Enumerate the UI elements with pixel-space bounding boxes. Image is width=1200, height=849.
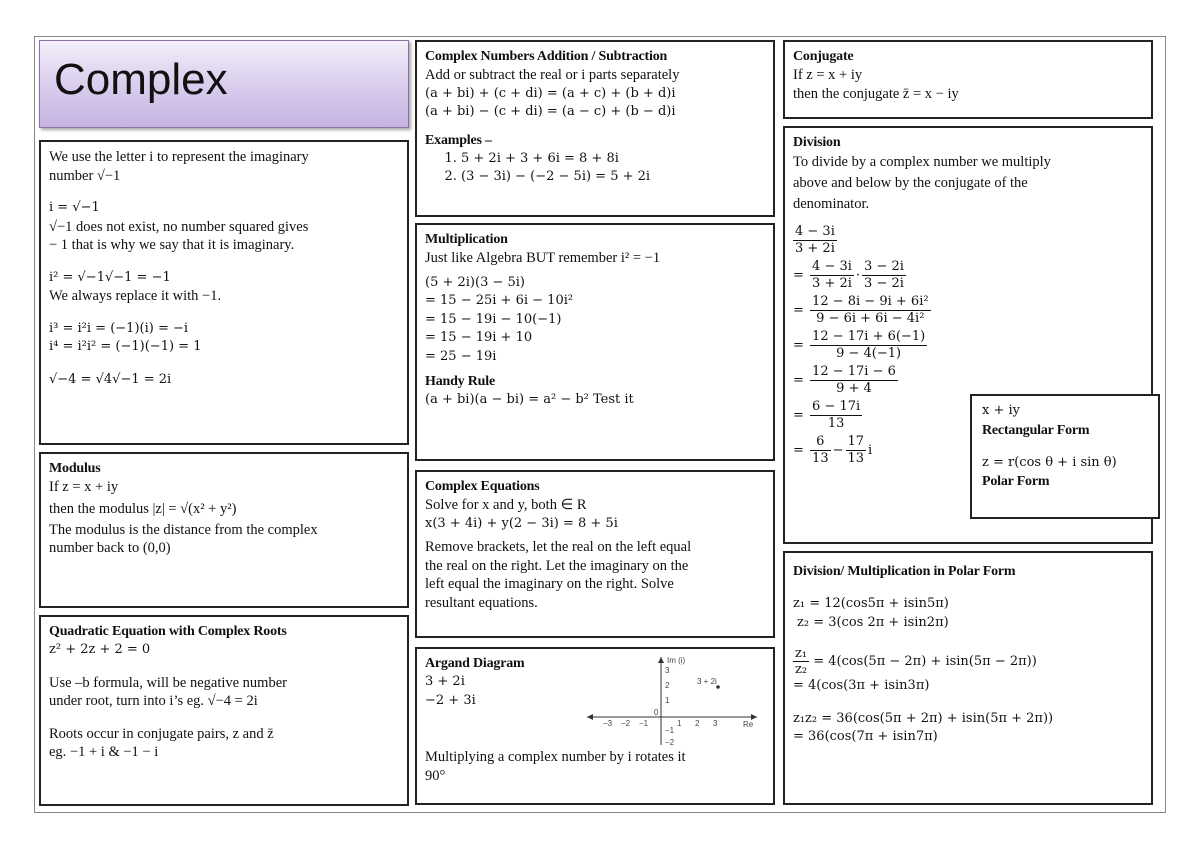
division-step: = $\frac{6 - 17i}{13}$ [793,399,861,431]
modulus-line: then the modulus |z| = √(x² + y²) [49,500,237,517]
multiplication-section [415,223,775,461]
modulus-section [39,452,409,608]
examples-heading: Examples – [425,132,492,148]
roots-line: eg. −1 + i & −1 − i [49,744,159,760]
y-tick: 2 [665,681,670,690]
division-heading: Division [793,135,841,150]
addition-rule: (a + bi) + (c + di) = (a + c) + (b + d)i [425,85,676,101]
division-line: denominator. [793,196,870,212]
argand-heading: Argand Diagram [425,656,525,671]
imaginary-section [39,140,409,445]
equations-explain: the real on the right. Let the imaginary on the [425,557,689,574]
multiplication-step: (5 + 2i)(3 − 5i) [425,274,526,290]
y-tick: 3 [665,666,670,675]
title-banner [39,40,409,128]
rotate-note: 90° [425,767,446,784]
intro-line-1: We use the letter i to represent the imaginary [49,149,309,165]
argand-diagram [577,653,767,748]
division-step: = $\frac{12 - 17i + 6(-1)}{9 - 4(-1)}$ [793,329,926,361]
handy-rule: (a + bi)(a − bi) = a² − b² Test it [425,392,634,407]
quadratic-equation: z² + 2z + 2 = 0 [49,642,151,657]
equations-explain: resultant equations. [425,594,538,611]
addition-line: Add or subtract the real or i parts separately [425,67,680,83]
polar-ops-section [783,551,1153,805]
division-polar-result: = 4(cos(3π + isin3π) [793,678,930,693]
intro-line-2: number √−1 [49,167,121,184]
x-tick: 2 [695,719,700,728]
x-tick: 1 [677,719,682,728]
division-polar: $\frac{\text{z₁}}{\text{z₂}}$ = 4(cos(5π − 2π) + isin(5π − 2π)) [795,646,1037,677]
modulus-line: If z = x + iy [49,479,119,495]
division-step: = $\frac{6}{13}$ − $\frac{17}{13}$ i [793,434,873,466]
quadratic-use-line: under root, turn into i’s eg. √−4 = 2i [49,693,258,709]
argand-point: 3 + 2i [425,674,465,689]
equations-line: Solve for x and y, both ∈ R [425,497,587,513]
x-tick: 3 [713,719,718,728]
quadratic-heading: Quadratic Equation with Complex Roots [49,624,287,639]
division-step: $\frac{4 - 3i}{3 + 2i}$ [795,224,835,256]
addition-heading: Complex Numbers Addition / Subtraction [425,49,668,64]
replace-note: We always replace it with −1. [49,288,222,304]
polar-form-label: Polar Form [982,474,1050,489]
modulus-line: The modulus is the distance from the complex [49,521,318,538]
multiplication-polar-result: = 36(cos(7π + isin7π) [793,729,938,744]
division-line: To divide by a complex number we multiply [793,154,1051,170]
multiplication-step: = 15 − 19i + 10 [425,330,533,345]
examples-list [425,150,765,187]
division-line: above and below by the conjugate of the [793,175,1028,191]
example-item: 1. 5 + 2i + 3 + 6i = 8 + 8i [461,150,765,169]
argand-point-label: 3 + 2i [697,677,717,686]
modulus-line: number back to (0,0) [49,540,171,556]
x-tick: −2 [621,719,631,728]
x-tick: −1 [639,719,649,728]
im-axis-label: Im (i) [667,656,686,665]
argand-point: −2 + 3i [425,692,476,708]
multiplication-step: = 15 − 19i − 10(−1) [425,311,562,327]
conjugate-heading: Conjugate [793,49,854,64]
roots-line: Roots occur in conjugate pairs, z and z̄ [49,725,274,742]
modulus-heading: Modulus [49,461,101,476]
forms-box [970,394,1160,519]
multiplication-heading: Multiplication [425,232,508,247]
z1-definition: z₁ = 12(cos5π + isin5π) [793,596,949,611]
page-title: Complex [54,55,228,104]
division-step: = $\frac{4 - 3i}{3 + 2i}$ · $\frac{3 - 2i}{3 - 2i}$ [793,259,904,291]
equations-section [415,470,775,638]
division-step: = $\frac{12 - 17i - 6}{9 + 4}$ [793,364,896,396]
i-fourth: i⁴ = i²i² = (−1)(−1) = 1 [49,339,202,354]
quadratic-section [39,615,409,806]
addition-section [415,40,775,217]
re-axis-label: Re [743,720,754,729]
i-squared: i² = √−1√−1 = −1 [49,269,171,285]
multiplication-intro: Just like Algebra BUT remember i² = −1 [425,250,661,266]
equations-explain: Remove brackets, let the real on the left equal [425,539,692,555]
division-step: = $\frac{\text{12 − 8i − 9i + 6i²}}{\text{9 − 6i + 6i − 4i²}}$ [793,294,929,326]
y-tick: −2 [665,738,675,747]
handy-rule-heading: Handy Rule [425,374,495,389]
example-item: 2. (3 − 3i) − (−2 − 5i) = 5 + 2i [461,168,765,187]
conjugate-line: then the conjugate z̄ = x − iy [793,85,959,102]
i-cubed: i³ = i²i = (−1)(i) = −i [49,320,189,336]
equations-explain: left equal the imaginary on the right. Solve [425,576,674,592]
subtraction-rule: (a + bi) − (c + di) = (a − c) + (b − d)i [425,104,676,119]
polar-ops-heading: Division/ Multiplication in Polar Form [793,564,1016,579]
rectangular-form-label: Rectangular Form [982,422,1090,438]
quadratic-use-line: Use –b formula, will be negative number [49,674,287,691]
multiplication-polar: z₁z₂ = 36(cos(5π + 2π) + isin(5π + 2π)) [793,710,1054,726]
z2-definition: z₂ = 3(cos 2π + isin2π) [797,614,949,630]
multiplication-step: = 15 − 25i + 6i − 10i² [425,293,574,308]
y-tick: 1 [665,696,670,705]
explain-line-2: − 1 that is why we say that it is imaginary. [49,237,295,253]
y-tick: −1 [665,726,675,735]
rotate-note: Multiplying a complex number by i rotates it [425,749,686,765]
equations-heading: Complex Equations [425,479,540,494]
sqrt-minus-four: √−4 = √4√−1 = 2i [49,371,172,387]
x-tick: −3 [603,719,613,728]
x-tick: 0 [654,708,659,717]
conjugate-line: If z = x + iy [793,67,863,83]
conjugate-section [783,40,1153,119]
multiplication-step: = 25 − 19i [425,348,497,364]
equations-line: x(3 + 4i) + y(2 − 3i) = 8 + 5i [425,515,618,531]
rectangular-expression: x + iy [982,403,1020,418]
explain-line-1: √−1 does not exist, no number squared gives [49,218,309,235]
polar-expression: z = r(cos θ + i sin θ) [982,454,1117,470]
i-definition: i = √−1 [49,200,100,215]
argand-section [415,647,775,805]
